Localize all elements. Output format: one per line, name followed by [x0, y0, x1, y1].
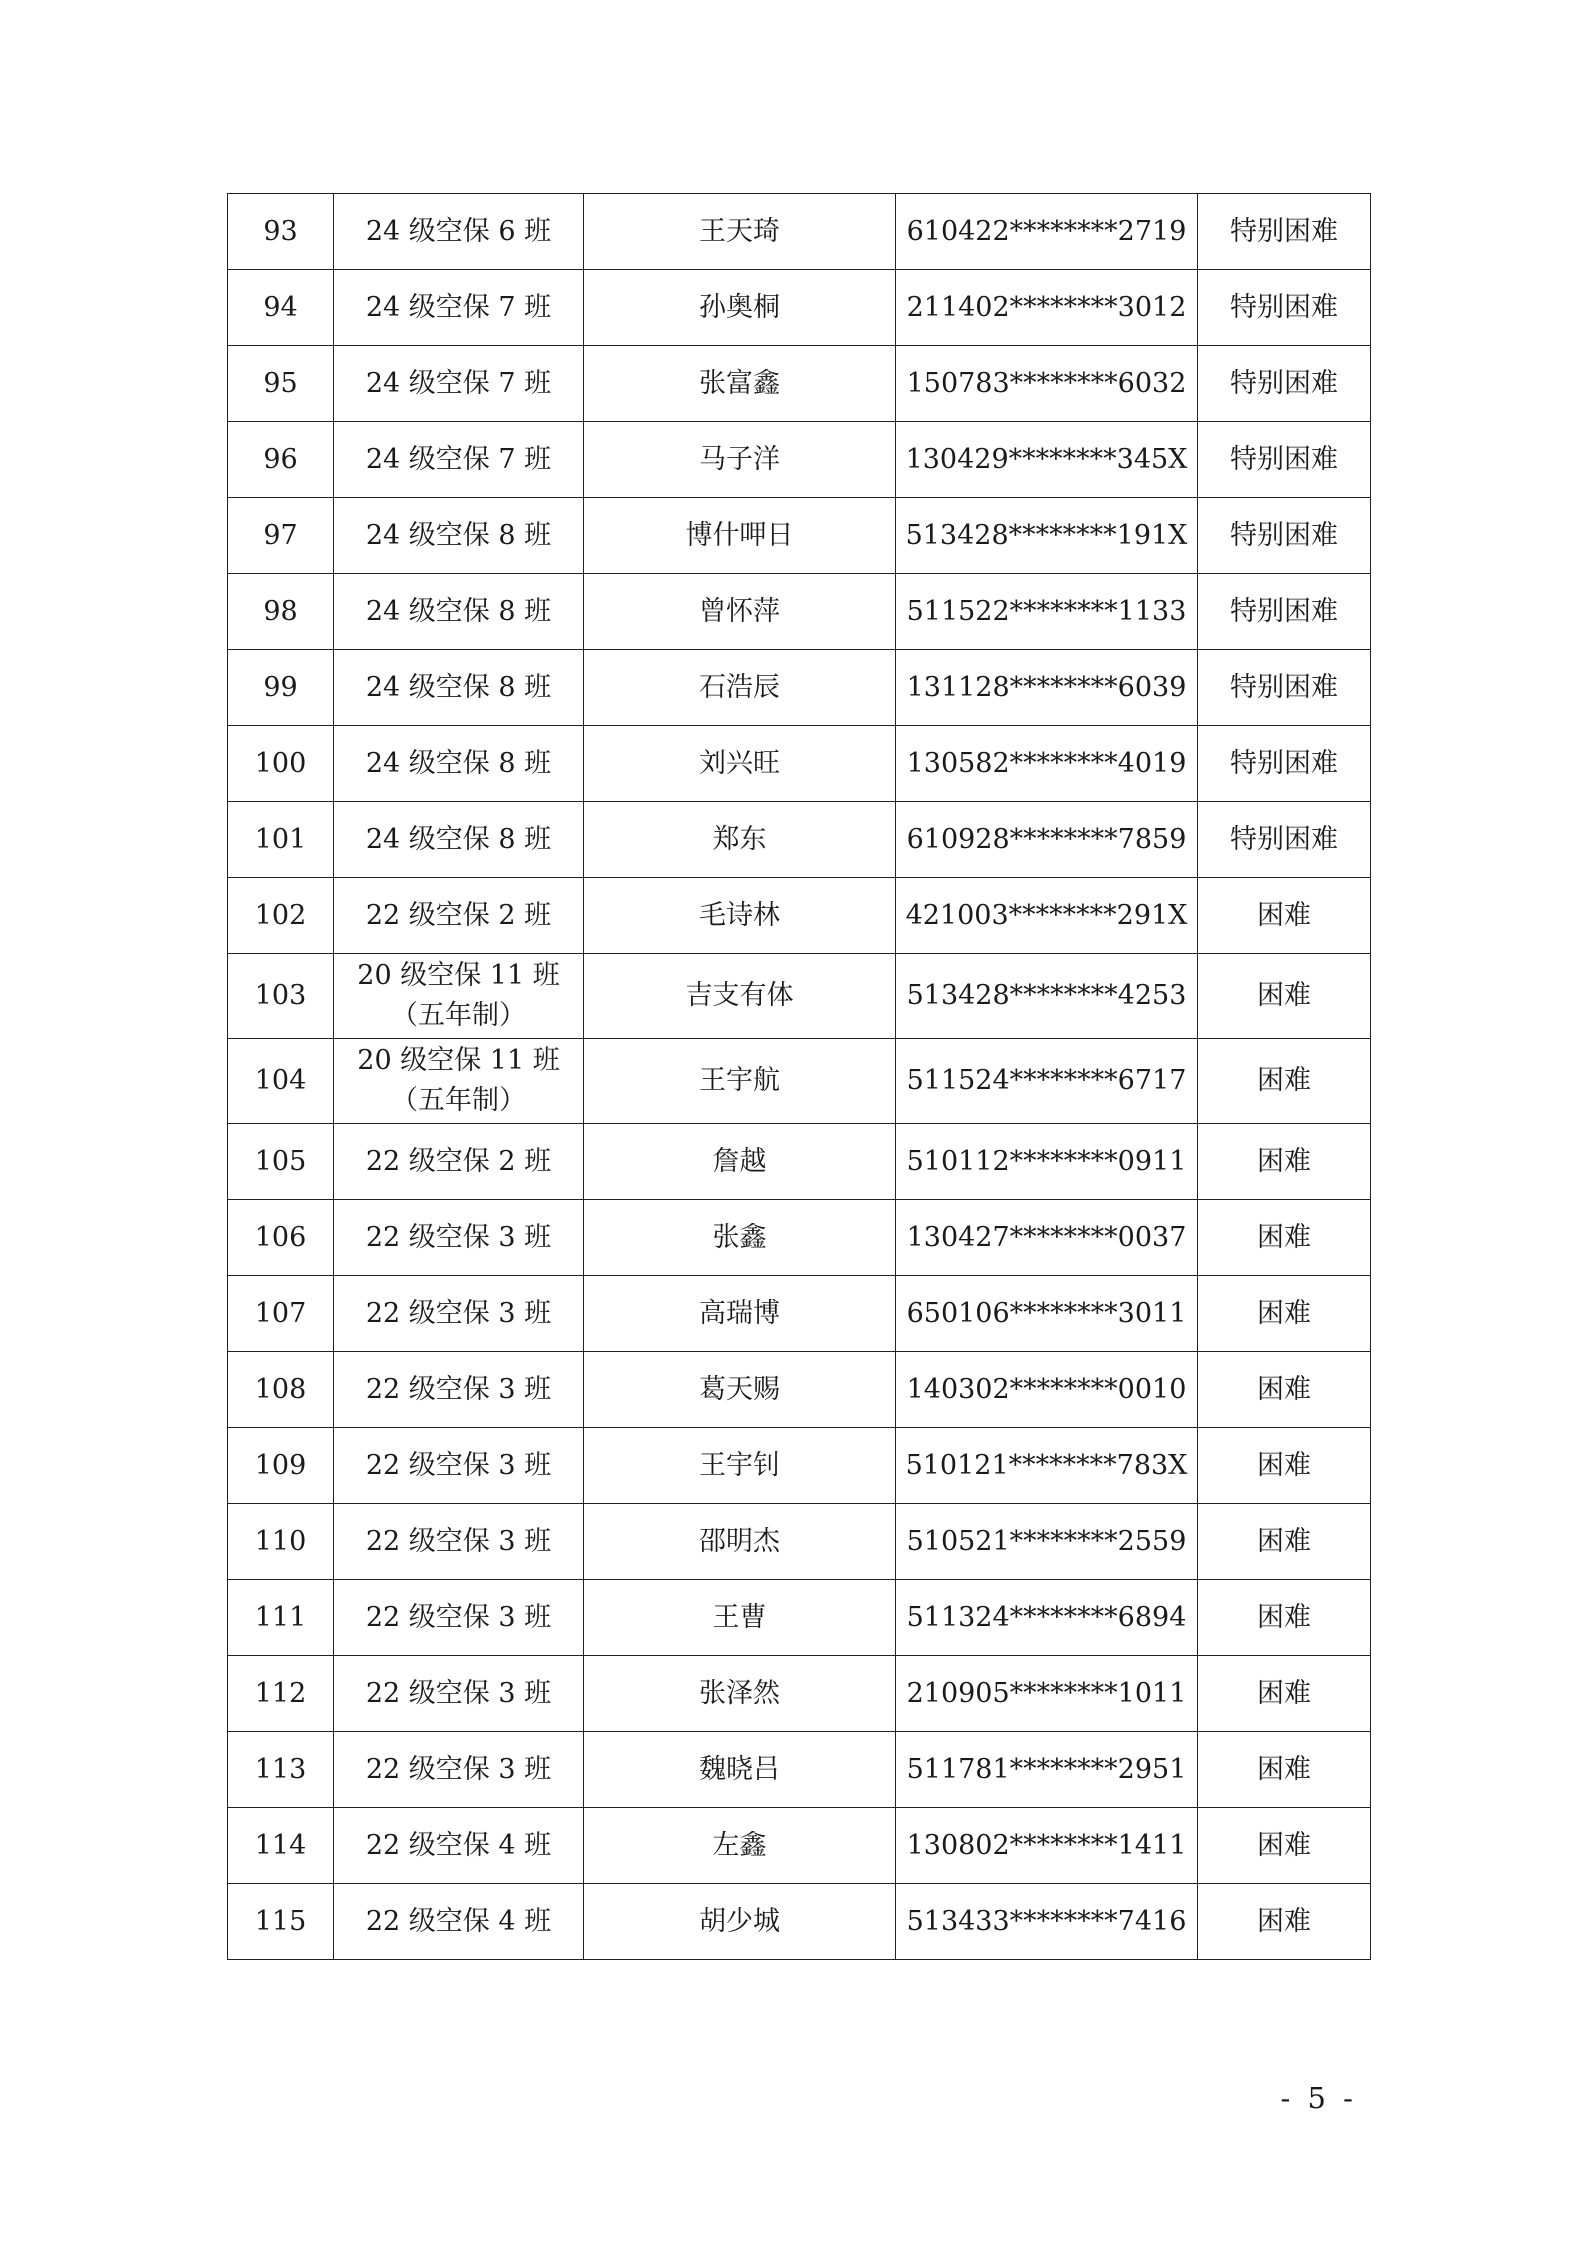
difficulty-level-cell: 困难 — [1198, 1884, 1371, 1960]
id-number-cell: 610928********7859 — [896, 802, 1198, 878]
table-row — [228, 270, 1371, 346]
class-name-line: 22 级空保 4 班 — [365, 1829, 552, 1861]
class-name-line: 24 级空保 8 班 — [365, 671, 552, 703]
difficulty-level-cell: 特别困难 — [1198, 346, 1371, 422]
class-cell — [334, 1580, 584, 1656]
id-number-cell: 130582********4019 — [896, 726, 1198, 802]
row-number-cell: 115 — [228, 1884, 334, 1960]
row-number-cell: 100 — [228, 726, 334, 802]
id-number-cell: 511781********2951 — [896, 1732, 1198, 1808]
difficulty-level-cell: 困难 — [1198, 1276, 1371, 1352]
class-name-line: 20 级空保 11 班 — [357, 960, 560, 991]
id-number-cell: 513428********4253 — [896, 954, 1198, 1039]
class-cell — [334, 1200, 584, 1276]
table-row — [228, 726, 1371, 802]
difficulty-level-cell: 困难 — [1198, 1200, 1371, 1276]
difficulty-level-cell: 特别困难 — [1198, 650, 1371, 726]
student-name-cell: 张泽然 — [584, 1656, 896, 1732]
class-cell — [334, 194, 584, 270]
row-number-cell: 102 — [228, 878, 334, 954]
student-name-cell: 高瑞博 — [584, 1276, 896, 1352]
id-number-cell: 510121********783X — [896, 1428, 1198, 1504]
class-name-line: 22 级空保 3 班 — [365, 1525, 552, 1557]
row-number-cell: 114 — [228, 1808, 334, 1884]
student-name-cell: 毛诗林 — [584, 878, 896, 954]
student-name-cell: 郑东 — [584, 802, 896, 878]
class-program-line: （五年制） — [391, 1085, 526, 1116]
class-cell — [334, 498, 584, 574]
difficulty-level-cell: 困难 — [1198, 1656, 1371, 1732]
class-name-line: 22 级空保 3 班 — [365, 1449, 552, 1481]
table-row — [228, 1808, 1371, 1884]
table-row — [228, 346, 1371, 422]
difficulty-level-cell: 困难 — [1198, 1580, 1371, 1656]
student-name-cell: 葛天赐 — [584, 1352, 896, 1428]
class-name-line: 24 级空保 8 班 — [365, 747, 552, 779]
class-name-line: 22 级空保 2 班 — [365, 1145, 552, 1177]
row-number-cell: 108 — [228, 1352, 334, 1428]
id-number-cell: 513433********7416 — [896, 1884, 1198, 1960]
id-number-cell: 510521********2559 — [896, 1504, 1198, 1580]
difficulty-level-cell: 特别困难 — [1198, 574, 1371, 650]
row-number-cell: 111 — [228, 1580, 334, 1656]
class-cell — [334, 1428, 584, 1504]
class-cell — [334, 422, 584, 498]
difficulty-level-cell: 特别困难 — [1198, 194, 1371, 270]
row-number-cell: 96 — [228, 422, 334, 498]
difficulty-level-cell: 困难 — [1198, 1124, 1371, 1200]
class-cell — [334, 346, 584, 422]
difficulty-level-cell: 特别困难 — [1198, 270, 1371, 346]
row-number-cell: 103 — [228, 954, 334, 1039]
id-number-cell: 131128********6039 — [896, 650, 1198, 726]
class-name-line: 22 级空保 3 班 — [365, 1297, 552, 1329]
table-row — [228, 1656, 1371, 1732]
difficulty-level-cell: 困难 — [1198, 1732, 1371, 1808]
id-number-cell: 511324********6894 — [896, 1580, 1198, 1656]
class-program-line: （五年制） — [391, 1000, 526, 1031]
class-cell — [334, 650, 584, 726]
table-row — [228, 650, 1371, 726]
id-number-cell: 510112********0911 — [896, 1124, 1198, 1200]
class-cell — [334, 726, 584, 802]
student-name-cell: 王曹 — [584, 1580, 896, 1656]
class-name-line: 24 级空保 8 班 — [365, 595, 552, 627]
table-row — [228, 1200, 1371, 1276]
student-name-cell: 魏晓吕 — [584, 1732, 896, 1808]
table-row — [228, 1124, 1371, 1200]
row-number-cell: 105 — [228, 1124, 334, 1200]
class-cell — [334, 1352, 584, 1428]
table-row — [228, 1580, 1371, 1656]
difficulty-level-cell: 困难 — [1198, 1039, 1371, 1124]
class-cell — [334, 1124, 584, 1200]
student-table-body — [228, 194, 1371, 1960]
student-table — [227, 193, 1371, 1960]
class-name-line: 24 级空保 8 班 — [365, 823, 552, 855]
student-name-cell: 王天琦 — [584, 194, 896, 270]
class-cell — [334, 1276, 584, 1352]
student-name-cell: 张鑫 — [584, 1200, 896, 1276]
class-cell — [334, 1884, 584, 1960]
table-row — [228, 1732, 1371, 1808]
row-number-cell: 99 — [228, 650, 334, 726]
class-cell — [334, 1656, 584, 1732]
difficulty-level-cell: 困难 — [1198, 878, 1371, 954]
class-name-line: 22 级空保 2 班 — [365, 899, 552, 931]
table-row — [228, 1884, 1371, 1960]
student-name-cell: 吉支有体 — [584, 954, 896, 1039]
row-number-cell: 107 — [228, 1276, 334, 1352]
student-name-cell: 邵明杰 — [584, 1504, 896, 1580]
table-row — [228, 422, 1371, 498]
table-row — [228, 1276, 1371, 1352]
page-number: - 5 - — [1280, 2081, 1357, 2115]
row-number-cell: 101 — [228, 802, 334, 878]
student-name-cell: 王宇钊 — [584, 1428, 896, 1504]
id-number-cell: 513428********191X — [896, 498, 1198, 574]
id-number-cell: 211402********3012 — [896, 270, 1198, 346]
table-row — [228, 1352, 1371, 1428]
row-number-cell: 112 — [228, 1656, 334, 1732]
table-row — [228, 194, 1371, 270]
difficulty-level-cell: 特别困难 — [1198, 498, 1371, 574]
class-cell — [334, 954, 584, 1039]
student-name-cell: 博什呷日 — [584, 498, 896, 574]
class-name-line: 22 级空保 3 班 — [365, 1221, 552, 1253]
difficulty-level-cell: 特别困难 — [1198, 726, 1371, 802]
id-number-cell: 421003********291X — [896, 878, 1198, 954]
class-name-line: 20 级空保 11 班 — [357, 1045, 560, 1076]
row-number-cell: 109 — [228, 1428, 334, 1504]
id-number-cell: 140302********0010 — [896, 1352, 1198, 1428]
row-number-cell: 95 — [228, 346, 334, 422]
class-cell — [334, 574, 584, 650]
student-name-cell: 孙奥桐 — [584, 270, 896, 346]
class-cell — [334, 1039, 584, 1124]
student-name-cell: 石浩辰 — [584, 650, 896, 726]
row-number-cell: 106 — [228, 1200, 334, 1276]
class-cell — [334, 270, 584, 346]
table-row — [228, 1039, 1371, 1124]
table-row — [228, 498, 1371, 574]
student-name-cell: 王宇航 — [584, 1039, 896, 1124]
difficulty-level-cell: 困难 — [1198, 1428, 1371, 1504]
id-number-cell: 150783********6032 — [896, 346, 1198, 422]
class-name-line: 22 级空保 3 班 — [365, 1753, 552, 1785]
table-row — [228, 878, 1371, 954]
difficulty-level-cell: 特别困难 — [1198, 422, 1371, 498]
class-name-line: 24 级空保 8 班 — [365, 519, 552, 551]
class-name-line: 22 级空保 4 班 — [365, 1905, 552, 1937]
student-name-cell: 左鑫 — [584, 1808, 896, 1884]
row-number-cell: 113 — [228, 1732, 334, 1808]
table-row — [228, 954, 1371, 1039]
class-cell — [334, 878, 584, 954]
id-number-cell: 130802********1411 — [896, 1808, 1198, 1884]
student-name-cell: 詹越 — [584, 1124, 896, 1200]
table-row — [228, 1428, 1371, 1504]
class-cell — [334, 1808, 584, 1884]
row-number-cell: 93 — [228, 194, 334, 270]
difficulty-level-cell: 特别困难 — [1198, 802, 1371, 878]
row-number-cell: 104 — [228, 1039, 334, 1124]
id-number-cell: 210905********1011 — [896, 1656, 1198, 1732]
student-name-cell: 马子洋 — [584, 422, 896, 498]
class-name-line: 24 级空保 7 班 — [365, 367, 552, 399]
row-number-cell: 97 — [228, 498, 334, 574]
row-number-cell: 110 — [228, 1504, 334, 1580]
student-name-cell: 胡少城 — [584, 1884, 896, 1960]
id-number-cell: 511522********1133 — [896, 574, 1198, 650]
class-name-line: 22 级空保 3 班 — [365, 1677, 552, 1709]
difficulty-level-cell: 困难 — [1198, 954, 1371, 1039]
class-name-line: 22 级空保 3 班 — [365, 1601, 552, 1633]
id-number-cell: 650106********3011 — [896, 1276, 1198, 1352]
class-name-line: 22 级空保 3 班 — [365, 1373, 552, 1405]
difficulty-level-cell: 困难 — [1198, 1808, 1371, 1884]
id-number-cell: 610422********2719 — [896, 194, 1198, 270]
id-number-cell: 511524********6717 — [896, 1039, 1198, 1124]
student-name-cell: 曾怀萍 — [584, 574, 896, 650]
student-name-cell: 刘兴旺 — [584, 726, 896, 802]
row-number-cell: 94 — [228, 270, 334, 346]
class-cell — [334, 1732, 584, 1808]
row-number-cell: 98 — [228, 574, 334, 650]
class-cell — [334, 802, 584, 878]
table-row — [228, 1504, 1371, 1580]
class-name-line: 24 级空保 7 班 — [365, 291, 552, 323]
table-row — [228, 574, 1371, 650]
class-name-line: 24 级空保 7 班 — [365, 443, 552, 475]
table-row — [228, 802, 1371, 878]
difficulty-level-cell: 困难 — [1198, 1352, 1371, 1428]
class-cell — [334, 1504, 584, 1580]
id-number-cell: 130429********345X — [896, 422, 1198, 498]
id-number-cell: 130427********0037 — [896, 1200, 1198, 1276]
difficulty-level-cell: 困难 — [1198, 1504, 1371, 1580]
student-name-cell: 张富鑫 — [584, 346, 896, 422]
class-name-line: 24 级空保 6 班 — [365, 215, 552, 247]
